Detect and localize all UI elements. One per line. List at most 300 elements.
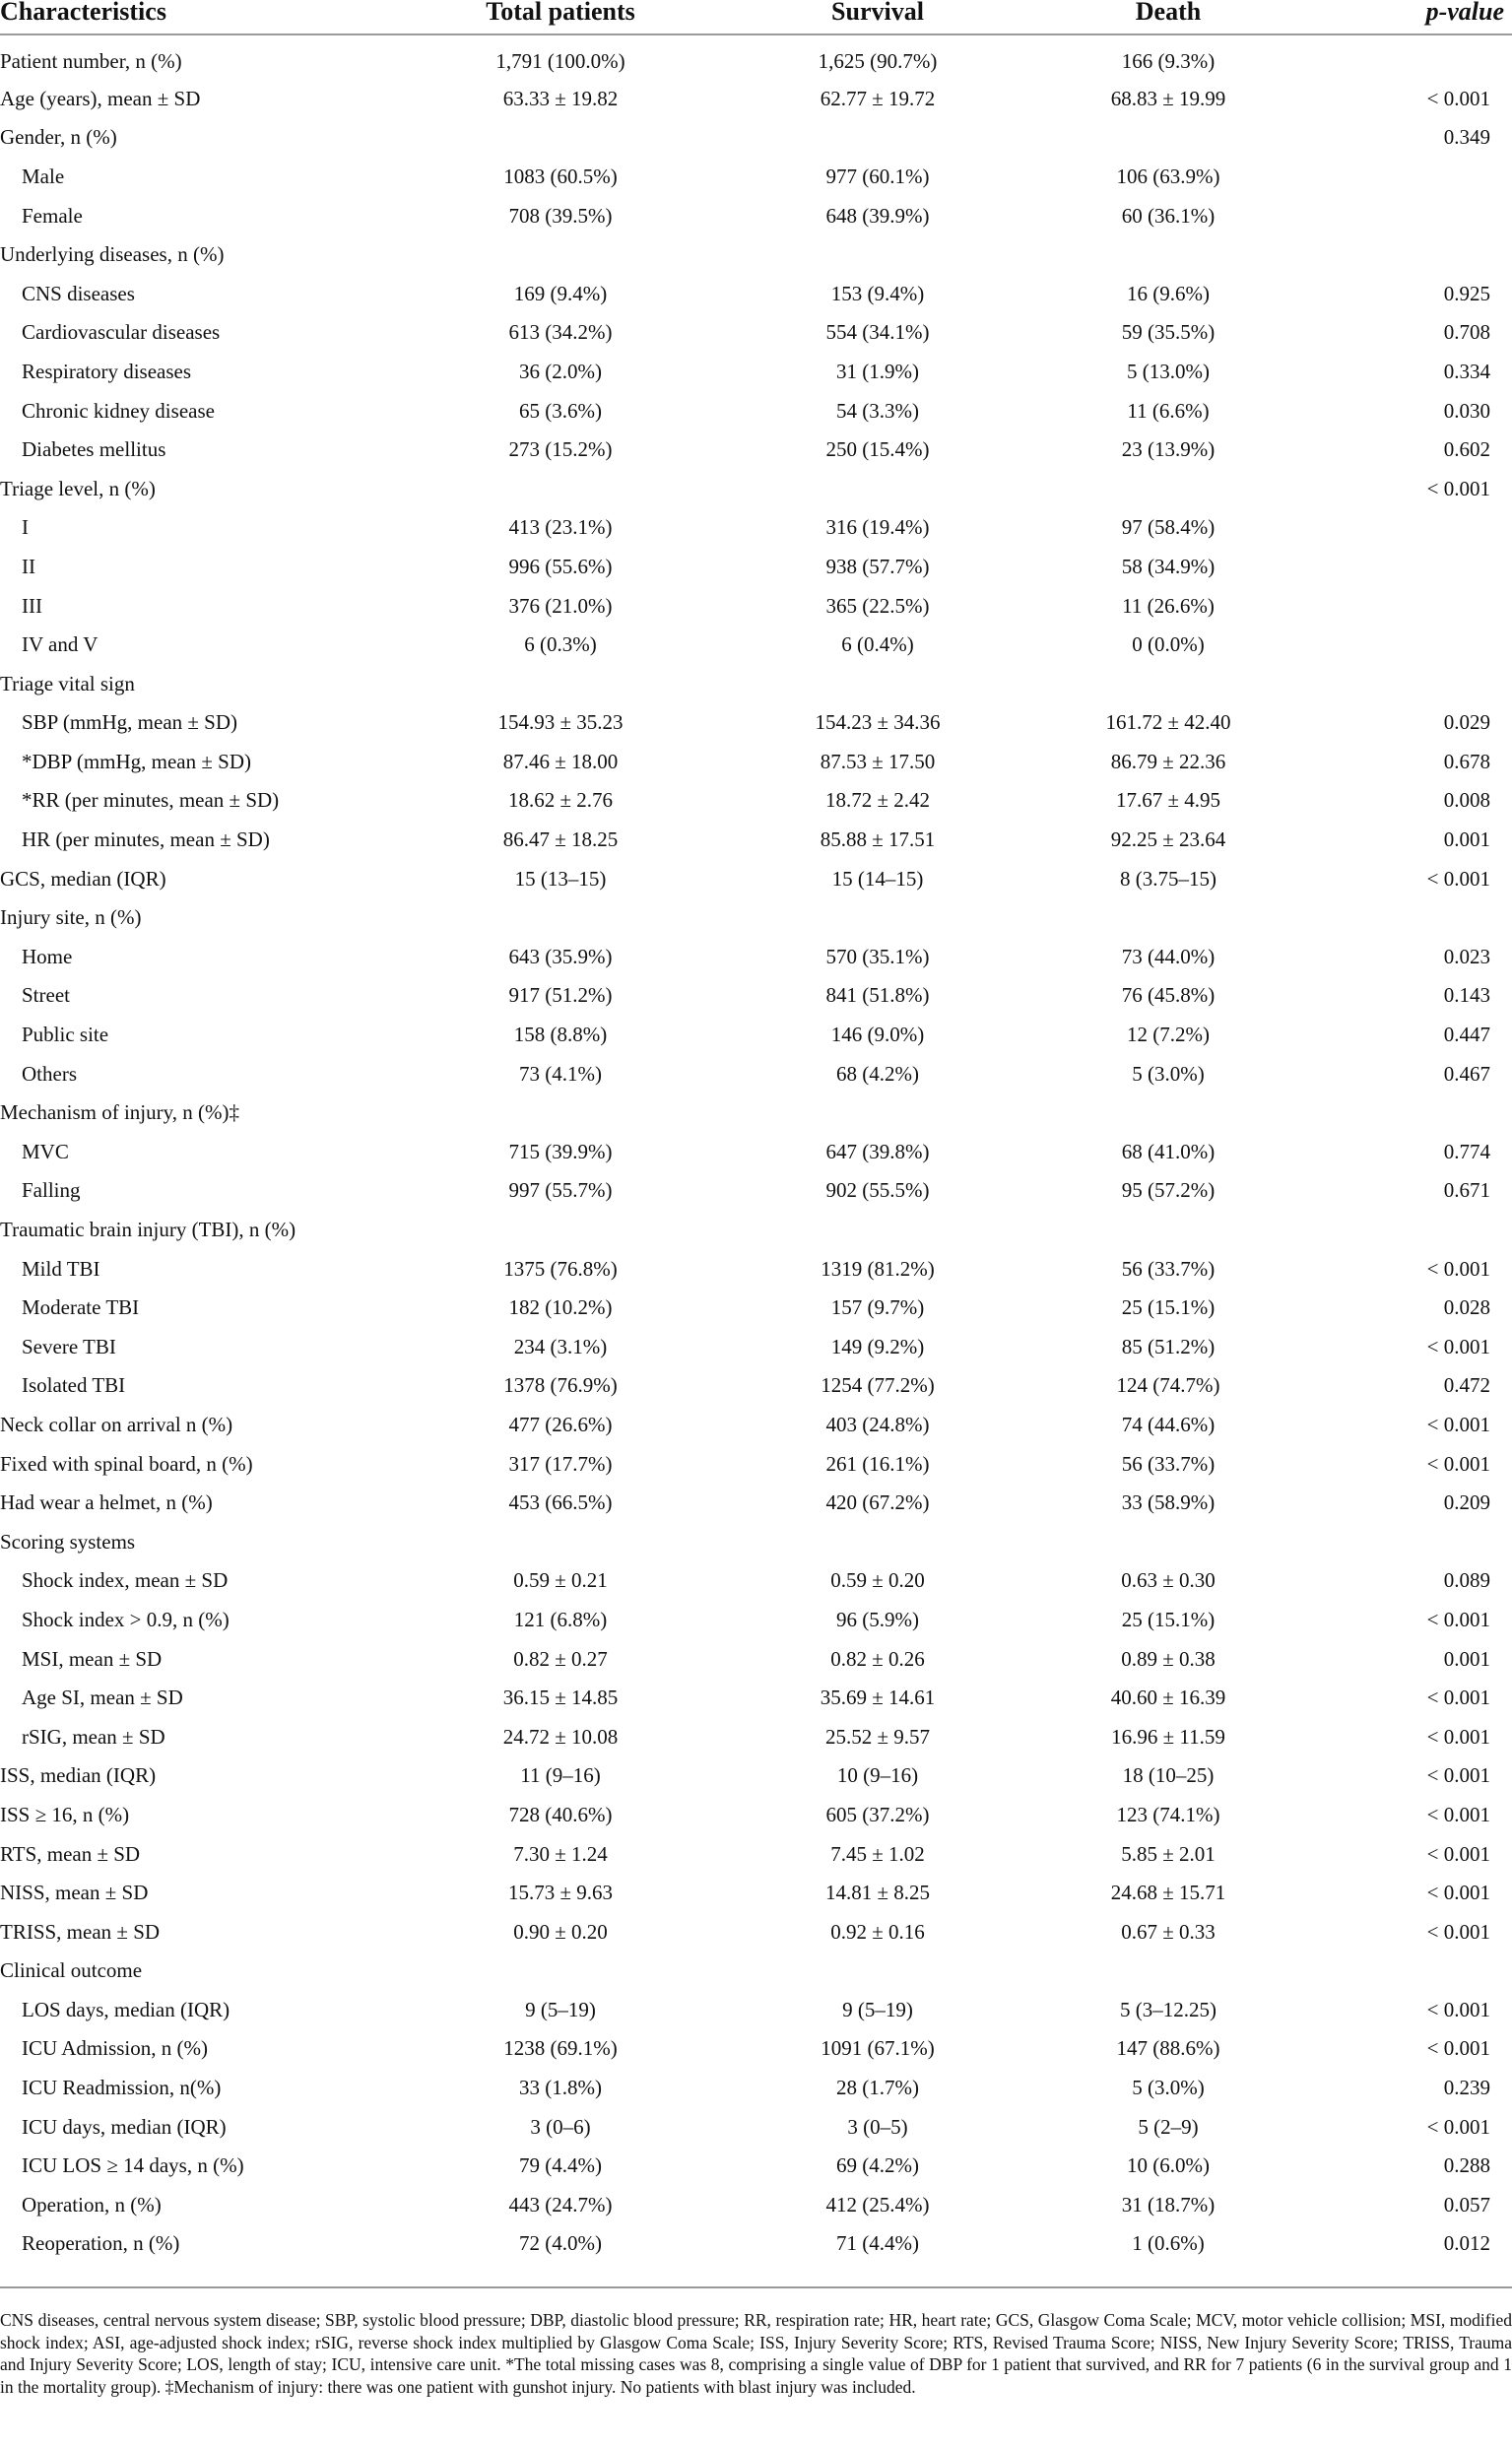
survival-cell: 316 (19.4%) <box>825 515 930 540</box>
p-value-cell <box>1269 547 1512 586</box>
total-cell: 613 (34.2%) <box>508 320 613 345</box>
death-cell <box>1068 1522 1269 1561</box>
row-label: CNS diseases <box>22 281 135 305</box>
death-cell: 33 (58.9%) <box>1121 1490 1216 1515</box>
table-row <box>0 157 1512 196</box>
row-label: Mild TBI <box>22 1256 100 1281</box>
table-row <box>0 234 1512 274</box>
total-cell <box>433 897 688 937</box>
row-label: Cardiovascular diseases <box>22 320 221 345</box>
total-cell: 997 (55.7%) <box>508 1178 613 1203</box>
table-row <box>0 1834 1512 1874</box>
death-cell: 97 (58.4%) <box>1121 515 1216 540</box>
p-value-cell: 0.023 <box>1443 944 1490 968</box>
death-cell: 95 (57.2%) <box>1121 1178 1216 1203</box>
total-cell: 15.73 ± 9.63 <box>507 1881 614 1905</box>
death-cell: 5 (13.0%) <box>1127 359 1210 383</box>
total-cell: 317 (17.7%) <box>508 1451 613 1476</box>
table-row <box>0 1756 1512 1796</box>
death-cell: 5 (3–12.25) <box>1120 1997 1216 2021</box>
survival-cell <box>688 1952 1068 1991</box>
total-cell: 15 (13–15) <box>514 866 607 891</box>
death-cell: 0.63 ± 0.30 <box>1121 1568 1216 1593</box>
table-row <box>0 1952 1512 1991</box>
survival-cell <box>688 664 1068 703</box>
survival-cell: 69 (4.2%) <box>836 2153 919 2178</box>
total-cell: 376 (21.0%) <box>508 593 613 618</box>
table-row <box>0 34 1512 79</box>
total-cell: 1375 (76.8%) <box>503 1256 618 1281</box>
row-label: Neck collar on arrival n (%) <box>0 1412 233 1436</box>
death-cell: 25 (15.1%) <box>1121 1295 1216 1320</box>
table-row <box>0 1210 1512 1249</box>
total-cell <box>433 664 688 703</box>
death-cell: 23 (13.9%) <box>1121 437 1216 462</box>
total-cell: 728 (40.6%) <box>508 1802 613 1826</box>
row-label: SBP (mmHg, mean ± SD) <box>22 710 238 735</box>
total-cell <box>433 1210 688 1249</box>
survival-cell: 0.82 ± 0.26 <box>830 1646 925 1671</box>
survival-cell: 7.45 ± 1.02 <box>830 1841 925 1866</box>
row-label: Chronic kidney disease <box>22 398 215 423</box>
row-label: Mechanism of injury, n (%)‡ <box>0 1100 239 1125</box>
row-label: Age (years), mean ± SD <box>0 86 201 110</box>
p-value-cell: 0.447 <box>1443 1023 1490 1047</box>
row-label: LOS days, median (IQR) <box>22 1997 230 2021</box>
row-label: Scoring systems <box>0 1529 136 1554</box>
survival-cell: 15 (14–15) <box>831 866 924 891</box>
death-cell: 18 (10–25) <box>1122 1763 1215 1788</box>
p-value-cell <box>1269 1952 1512 1991</box>
death-cell: 10 (6.0%) <box>1127 2153 1210 2178</box>
row-label: HR (per minutes, mean ± SD) <box>22 827 270 852</box>
survival-cell: 157 (9.7%) <box>830 1295 925 1320</box>
p-value-cell: < 0.001 <box>1426 1841 1490 1866</box>
table-row <box>0 781 1512 821</box>
p-value-cell: 0.001 <box>1443 1646 1490 1671</box>
survival-cell: 96 (5.9%) <box>836 1607 919 1631</box>
table-row <box>0 664 1512 703</box>
p-value-cell <box>1269 1522 1512 1561</box>
death-cell: 25 (15.1%) <box>1121 1607 1216 1631</box>
row-label: Respiratory diseases <box>22 359 192 383</box>
row-label: *DBP (mmHg, mean ± SD) <box>22 749 251 773</box>
total-cell: 1238 (69.1%) <box>503 2036 618 2061</box>
survival-cell: 647 (39.8%) <box>825 1139 930 1163</box>
survival-cell: 420 (67.2%) <box>825 1490 930 1515</box>
survival-cell <box>688 1210 1068 1249</box>
death-cell: 76 (45.8%) <box>1121 983 1216 1008</box>
survival-cell: 9 (5–19) <box>842 1997 913 2021</box>
p-value-cell: 0.057 <box>1443 2192 1490 2216</box>
table-row <box>0 1132 1512 1171</box>
total-cell: 273 (15.2%) <box>508 437 613 462</box>
table-row <box>0 1288 1512 1327</box>
total-cell: 477 (26.6%) <box>508 1412 613 1436</box>
row-label: NISS, mean ± SD <box>0 1881 149 1905</box>
row-label: Diabetes mellitus <box>22 437 166 462</box>
survival-cell: 68 (4.2%) <box>836 1061 919 1086</box>
row-label: ISS, median (IQR) <box>0 1763 157 1788</box>
survival-cell <box>688 1522 1068 1561</box>
death-cell: 58 (34.9%) <box>1121 554 1216 578</box>
table-row <box>0 1873 1512 1912</box>
survival-cell: 0.59 ± 0.20 <box>830 1568 925 1593</box>
death-cell: 124 (74.7%) <box>1116 1373 1220 1398</box>
header-p-value <box>1269 0 1512 34</box>
row-label: Fixed with spinal board, n (%) <box>0 1451 253 1476</box>
row-label: ICU LOS ≥ 14 days, n (%) <box>22 2153 244 2178</box>
row-label: ICU days, median (IQR) <box>22 2114 227 2139</box>
death-cell: 0.89 ± 0.38 <box>1121 1646 1216 1671</box>
table-body <box>0 34 1512 2263</box>
survival-cell: 153 (9.4%) <box>830 281 925 305</box>
total-cell <box>433 118 688 158</box>
p-value-cell <box>1269 1092 1512 1132</box>
total-cell: 79 (4.4%) <box>519 2153 602 2178</box>
death-cell: 5.85 ± 2.01 <box>1121 1841 1216 1866</box>
survival-cell: 648 (39.9%) <box>825 203 930 228</box>
p-value-cell: < 0.001 <box>1426 1334 1490 1358</box>
p-value-cell <box>1269 897 1512 937</box>
p-value-cell: 0.239 <box>1443 2076 1490 2100</box>
row-label: Street <box>22 983 70 1008</box>
p-value-cell: 0.708 <box>1443 320 1490 345</box>
table-row <box>0 897 1512 937</box>
total-cell: 9 (5–19) <box>525 1997 596 2021</box>
table-row <box>0 703 1512 743</box>
table-row <box>0 1366 1512 1406</box>
survival-cell: 146 (9.0%) <box>830 1023 925 1047</box>
table-row <box>0 469 1512 508</box>
p-value-cell: 0.334 <box>1443 359 1490 383</box>
death-cell: 0 (0.0%) <box>1132 632 1205 657</box>
p-value-cell: < 0.001 <box>1426 1412 1490 1436</box>
survival-cell: 365 (22.5%) <box>825 593 930 618</box>
survival-cell: 261 (16.1%) <box>825 1451 930 1476</box>
total-cell: 73 (4.1%) <box>519 1061 602 1086</box>
total-cell: 36.15 ± 14.85 <box>502 1686 619 1710</box>
total-cell: 413 (23.1%) <box>508 515 613 540</box>
header-total-patients: Total patients <box>486 0 635 26</box>
p-value-cell: 0.029 <box>1443 710 1490 735</box>
row-label: Age SI, mean ± SD <box>22 1686 183 1710</box>
p-value-cell: < 0.001 <box>1426 1607 1490 1631</box>
table-row <box>0 1639 1512 1679</box>
survival-cell <box>688 897 1068 937</box>
table-row <box>0 859 1512 898</box>
table-row <box>0 937 1512 976</box>
survival-cell: 6 (0.4%) <box>841 632 914 657</box>
death-cell: 73 (44.0%) <box>1121 944 1216 968</box>
p-value-cell <box>1269 157 1512 196</box>
row-label: Home <box>22 944 73 968</box>
death-cell: 68 (41.0%) <box>1121 1139 1216 1163</box>
survival-cell: 10 (9–16) <box>836 1763 919 1788</box>
row-label: ICU Admission, n (%) <box>22 2036 208 2061</box>
total-cell: 453 (66.5%) <box>508 1490 613 1515</box>
p-value-cell: < 0.001 <box>1426 1802 1490 1826</box>
survival-cell: 403 (24.8%) <box>825 1412 930 1436</box>
death-cell: 12 (7.2%) <box>1127 1023 1210 1047</box>
table-row <box>0 1795 1512 1834</box>
death-cell: 5 (2–9) <box>1138 2114 1199 2139</box>
row-label: Triage vital sign <box>0 671 135 695</box>
death-cell <box>1068 1210 1269 1249</box>
death-cell: 31 (18.7%) <box>1121 2192 1216 2216</box>
p-value-cell <box>1269 664 1512 703</box>
death-cell: 92.25 ± 23.64 <box>1110 827 1226 852</box>
table-row <box>0 1054 1512 1093</box>
p-value-cell: < 0.001 <box>1426 1997 1490 2021</box>
row-label: Patient number, n (%) <box>0 49 182 73</box>
death-cell: 1 (0.6%) <box>1132 2231 1205 2256</box>
death-cell <box>1068 234 1269 274</box>
table-row <box>0 2107 1512 2147</box>
table-row <box>0 2068 1512 2107</box>
total-cell: 154.93 ± 35.23 <box>497 710 624 735</box>
row-label: Isolated TBI <box>22 1373 126 1398</box>
total-cell: 7.30 ± 1.24 <box>513 1841 608 1866</box>
table-row <box>0 1990 1512 2029</box>
total-cell: 18.62 ± 2.76 <box>507 788 614 813</box>
survival-cell <box>688 469 1068 508</box>
table-row <box>0 1717 1512 1756</box>
survival-cell: 0.92 ± 0.16 <box>830 1919 925 1944</box>
total-cell: 11 (9–16) <box>520 1763 601 1788</box>
total-cell <box>433 234 688 274</box>
row-label: ICU Readmission, n(%) <box>22 2076 222 2100</box>
row-label: Operation, n (%) <box>22 2192 162 2216</box>
row-label: MSI, mean ± SD <box>22 1646 163 1671</box>
p-value-cell: < 0.001 <box>1426 476 1490 500</box>
total-cell: 182 (10.2%) <box>508 1295 613 1320</box>
row-label: RTS, mean ± SD <box>0 1841 141 1866</box>
total-cell: 33 (1.8%) <box>519 2076 602 2100</box>
total-cell: 443 (24.7%) <box>508 2192 613 2216</box>
p-value-cell: 0.774 <box>1443 1139 1490 1163</box>
table-row <box>0 118 1512 158</box>
death-cell: 166 (9.3%) <box>1121 49 1216 73</box>
total-cell <box>433 469 688 508</box>
table-footnote: CNS diseases, central nervous system disease; SBP, systolic blood pressure; DBP, diastolic blood pressure; RR, respiration rate; HR, heart rate; GCS, Glasgow Coma Scale; MCV, motor vehicle collision; MSI, modified shock index; ASI, age-adjusted shock index; rSIG, reverse shock index multiplied by Glasgow Coma Scale; ISS, Injury Severity Score; RTS, Revised Trauma Score; NISS, New Injury Severity Score; TRISS, Trauma and Injury Severity Score; LOS, length of stay; ICU, intensive care unit. *The total missing cases was 8, comprising a single value of DBP for 1 patient that survived, and RR for 7 patients (6 in the survival group and 1 in the mortality group). ‡Mechanism of injury: there was one patient with gunshot injury. No patients with blast injury was included. <box>0 2310 1512 2397</box>
table-row <box>0 820 1512 859</box>
row-label: ISS ≥ 16, n (%) <box>0 1802 130 1826</box>
death-cell: 68.83 ± 19.99 <box>1110 86 1226 110</box>
death-cell: 85 (51.2%) <box>1121 1334 1216 1358</box>
death-cell: 0.67 ± 0.33 <box>1121 1919 1216 1944</box>
total-cell: 65 (3.6%) <box>519 398 602 423</box>
death-cell <box>1068 118 1269 158</box>
death-cell: 161.72 ± 42.40 <box>1105 710 1231 735</box>
table-row <box>0 1249 1512 1289</box>
row-label: Others <box>22 1061 77 1086</box>
death-cell: 16 (9.6%) <box>1127 281 1210 305</box>
death-cell: 24.68 ± 15.71 <box>1110 1881 1226 1905</box>
row-label: Moderate TBI <box>22 1295 140 1320</box>
p-value-cell: < 0.001 <box>1426 1451 1490 1476</box>
table-row <box>0 352 1512 391</box>
death-cell <box>1068 1952 1269 1991</box>
death-cell <box>1068 897 1269 937</box>
p-value-cell: 0.472 <box>1443 1373 1490 1398</box>
row-label: Gender, n (%) <box>0 125 117 150</box>
death-cell: 106 (63.9%) <box>1116 164 1220 188</box>
survival-cell: 902 (55.5%) <box>825 1178 930 1203</box>
total-cell: 643 (35.9%) <box>508 944 613 968</box>
p-value-cell: < 0.001 <box>1426 1686 1490 1710</box>
survival-cell: 412 (25.4%) <box>825 2192 930 2216</box>
header-survival: Survival <box>831 0 924 26</box>
p-value-cell: 0.288 <box>1443 2153 1490 2178</box>
row-label: *RR (per minutes, mean ± SD) <box>22 788 280 813</box>
survival-cell: 25.52 ± 9.57 <box>824 1724 931 1749</box>
total-cell: 6 (0.3%) <box>524 632 597 657</box>
p-value-cell: < 0.001 <box>1426 1256 1490 1281</box>
death-cell: 56 (33.7%) <box>1121 1256 1216 1281</box>
table-row <box>0 1522 1512 1561</box>
table-row <box>0 2029 1512 2069</box>
row-label: Female <box>22 203 83 228</box>
p-value-cell: < 0.001 <box>1426 2036 1490 2061</box>
death-cell <box>1068 1092 1269 1132</box>
p-value-cell <box>1269 586 1512 626</box>
table-row <box>0 586 1512 626</box>
table-row <box>0 1171 1512 1211</box>
row-label: rSIG, mean ± SD <box>22 1724 165 1749</box>
survival-cell: 154.23 ± 34.36 <box>815 710 941 735</box>
table-row <box>0 274 1512 313</box>
row-label: TRISS, mean ± SD <box>0 1919 161 1944</box>
total-cell: 36 (2.0%) <box>519 359 602 383</box>
total-cell: 86.47 ± 18.25 <box>502 827 619 852</box>
p-value-cell: < 0.001 <box>1426 86 1490 110</box>
death-cell: 74 (44.6%) <box>1121 1412 1216 1436</box>
total-cell: 24.72 ± 10.08 <box>502 1724 619 1749</box>
table-row <box>0 196 1512 235</box>
total-cell: 3 (0–6) <box>530 2114 591 2139</box>
death-cell: 40.60 ± 16.39 <box>1110 1686 1226 1710</box>
death-cell: 59 (35.5%) <box>1121 320 1216 345</box>
survival-cell <box>688 1092 1068 1132</box>
row-label: Had wear a helmet, n (%) <box>0 1490 213 1515</box>
survival-cell: 28 (1.7%) <box>836 2076 919 2100</box>
row-label: Injury site, n (%) <box>0 905 142 930</box>
survival-cell: 1091 (67.1%) <box>821 2036 935 2061</box>
total-cell: 169 (9.4%) <box>513 281 608 305</box>
total-cell: 1083 (60.5%) <box>503 164 618 188</box>
total-cell: 715 (39.9%) <box>508 1139 613 1163</box>
total-cell: 121 (6.8%) <box>513 1607 608 1631</box>
total-cell: 917 (51.2%) <box>508 983 613 1008</box>
row-label: Male <box>22 164 65 188</box>
table-row <box>0 2185 1512 2224</box>
survival-cell: 554 (34.1%) <box>825 320 930 345</box>
header-characteristics: Characteristics <box>0 0 166 26</box>
total-cell: 0.82 ± 0.27 <box>513 1646 608 1671</box>
total-cell: 72 (4.0%) <box>519 2231 602 2256</box>
survival-cell <box>688 118 1068 158</box>
table-row <box>0 1600 1512 1639</box>
row-label: III <box>22 593 42 618</box>
total-cell: 1378 (76.9%) <box>503 1373 618 1398</box>
total-cell: 234 (3.1%) <box>513 1334 608 1358</box>
death-cell: 8 (3.75–15) <box>1120 866 1216 891</box>
p-value-cell: < 0.001 <box>1426 1724 1490 1749</box>
row-label: Clinical outcome <box>0 1958 143 1983</box>
p-value-cell: 0.030 <box>1443 398 1490 423</box>
table-row <box>0 1015 1512 1054</box>
total-cell: 996 (55.6%) <box>508 554 613 578</box>
row-label: II <box>22 554 35 578</box>
table-row <box>0 1912 1512 1952</box>
row-label: Severe TBI <box>22 1334 116 1358</box>
survival-cell: 605 (37.2%) <box>825 1802 930 1826</box>
table-row <box>0 1327 1512 1366</box>
survival-cell: 1319 (81.2%) <box>821 1256 935 1281</box>
death-cell: 56 (33.7%) <box>1121 1451 1216 1476</box>
death-cell: 11 (26.6%) <box>1122 593 1215 618</box>
p-value-cell: 0.028 <box>1443 1295 1490 1320</box>
total-cell: 0.90 ± 0.20 <box>513 1919 608 1944</box>
survival-cell: 250 (15.4%) <box>825 437 930 462</box>
p-value-cell: 0.925 <box>1443 281 1490 305</box>
p-value-cell: 0.349 <box>1443 125 1490 150</box>
p-value-cell: < 0.001 <box>1426 1919 1490 1944</box>
survival-cell: 3 (0–5) <box>847 2114 908 2139</box>
death-cell: 5 (3.0%) <box>1132 2076 1205 2100</box>
survival-cell: 62.77 ± 19.72 <box>820 86 936 110</box>
p-value-cell: < 0.001 <box>1426 1763 1490 1788</box>
survival-cell: 87.53 ± 17.50 <box>820 749 936 773</box>
row-label: Public site <box>22 1023 109 1047</box>
death-cell: 123 (74.1%) <box>1116 1802 1220 1826</box>
p-value-cell: 0.671 <box>1443 1178 1490 1203</box>
death-cell: 86.79 ± 22.36 <box>1110 749 1226 773</box>
p-value-cell: 0.089 <box>1443 1568 1490 1593</box>
survival-cell: 149 (9.2%) <box>830 1334 925 1358</box>
p-value-cell: 0.602 <box>1443 437 1490 462</box>
death-cell: 60 (36.1%) <box>1121 203 1216 228</box>
row-label: Underlying diseases, n (%) <box>0 242 225 267</box>
total-cell: 708 (39.5%) <box>508 203 613 228</box>
header-row <box>0 0 1512 34</box>
total-cell: 0.59 ± 0.21 <box>513 1568 608 1593</box>
survival-cell: 570 (35.1%) <box>825 944 930 968</box>
table-row <box>0 1483 1512 1522</box>
row-label: IV and V <box>22 632 99 657</box>
p-value-cell <box>1269 1210 1512 1249</box>
total-cell: 63.33 ± 19.82 <box>502 86 619 110</box>
p-value-cell: 0.012 <box>1443 2231 1490 2256</box>
table-row <box>0 430 1512 469</box>
survival-cell: 938 (57.7%) <box>825 554 930 578</box>
death-cell: 16.96 ± 11.59 <box>1111 1724 1225 1749</box>
p-value-cell: 0.008 <box>1443 788 1490 813</box>
death-cell: 5 (3.0%) <box>1132 1061 1205 1086</box>
p-value-cell: 0.143 <box>1443 983 1490 1008</box>
p-value-cell <box>1269 234 1512 274</box>
p-value-cell: 0.467 <box>1443 1061 1490 1086</box>
total-cell: 87.46 ± 18.00 <box>502 749 619 773</box>
p-value-cell: < 0.001 <box>1426 2114 1490 2139</box>
table-row <box>0 625 1512 664</box>
death-cell <box>1068 469 1269 508</box>
survival-cell: 1254 (77.2%) <box>821 1373 935 1398</box>
table-row <box>0 313 1512 353</box>
header-p-value-text: p-value <box>1425 0 1504 26</box>
p-value-cell: 0.001 <box>1443 827 1490 852</box>
